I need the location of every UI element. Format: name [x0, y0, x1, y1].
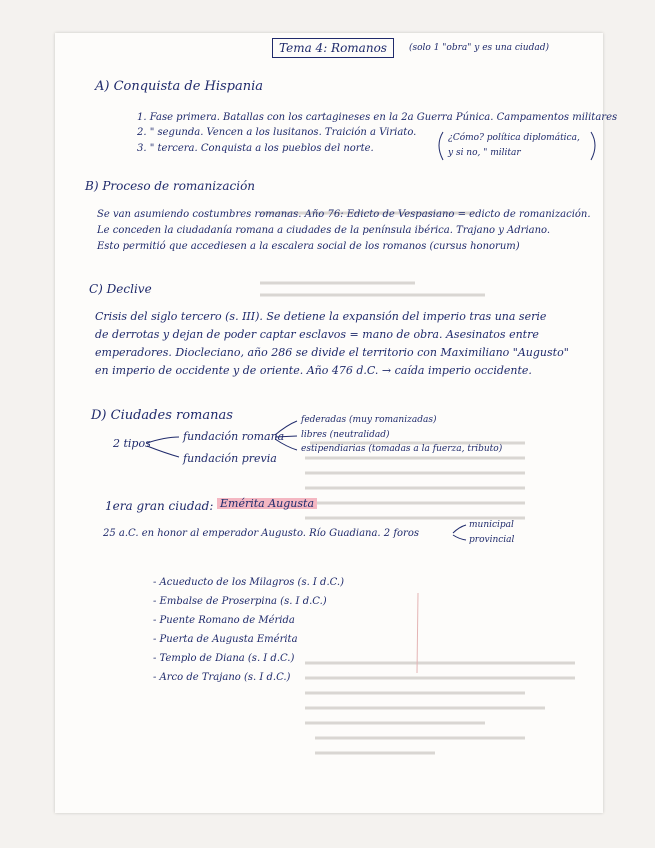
foro-type: provincial — [469, 535, 515, 545]
fundacion-romana: fundación romana — [183, 430, 285, 443]
founding-line: 25 a.C. en honor al emperador Augusto. Río Guadiana. 2 foros — [103, 528, 419, 539]
monument-item: - Acueducto de los Milagros (s. I d.C.) — [153, 577, 345, 588]
city-subtype: estipendiarias (tomadas a la fuerza, tributo) — [301, 444, 503, 454]
section-a-heading: A) Conquista de Hispania — [95, 79, 264, 94]
section-b-heading: B) Proceso de romanización — [85, 179, 256, 193]
monument-item: - Arco de Trajano (s. I d.C.) — [153, 672, 291, 683]
section-b-line: Se van asumiendo costumbres romanas. Año 76: Edicto de Vespasiano = edicto de romanización. — [97, 209, 591, 220]
side-note: ¿Cómo? política diplomática, — [448, 133, 580, 143]
arrow-to-provincial — [453, 535, 466, 540]
section-c-line: de derrotas y dejan de poder captar esclavos = mano de obra. Asesinatos entre — [95, 328, 539, 341]
notebook-page — [55, 33, 618, 813]
monument-item: - Embalse de Proserpina (s. I d.C.) — [153, 596, 327, 607]
first-city-name: Emérita Augusta — [217, 498, 317, 509]
section-b-line: Esto permitió que accediesen a la escalera social de los romanos (cursus honorum) — [97, 241, 520, 252]
section-c-line: emperadores. Diocleciano, año 286 se divide el territorio con Maximiliano "Augusto" — [95, 346, 569, 359]
section-c-heading: C) Declive — [89, 282, 152, 296]
section-c-line: Crisis del siglo tercero (s. III). Se detiene la expansión del imperio tras una serie — [95, 310, 547, 323]
section-d-heading: D) Ciudades romanas — [91, 408, 233, 423]
arrow-to-fundacion-romana — [147, 437, 179, 443]
section-a-item: 2. " segunda. Vencen a los lusitanos. Traición a Viriato. — [137, 127, 417, 138]
monument-item: - Templo de Diana (s. I d.C.) — [153, 653, 295, 664]
arrow-to-fundacion-previa — [147, 446, 179, 457]
arrow-to-municipal — [453, 525, 466, 533]
section-a-item: 1. Fase primera. Batallas con los cartagineses en la 2a Guerra Púnica. Campamentos militares — [137, 112, 618, 123]
tipos-label: 2 tipos — [113, 437, 151, 450]
page-title: Tema 4: Romanos — [272, 38, 394, 58]
monument-item: - Puente Romano de Mérida — [153, 615, 295, 626]
city-subtype: libres (neutralidad) — [301, 430, 390, 440]
section-c-line: en imperio de occidente y de oriente. Año 476 d.C. → caída imperio occidente. — [95, 364, 532, 377]
foro-type: municipal — [469, 520, 514, 530]
right-paren — [591, 132, 595, 160]
left-paren — [439, 132, 443, 160]
first-city-label: 1era gran ciudad: — [105, 499, 214, 513]
title-note: (solo 1 "obra" y es una ciudad) — [409, 43, 549, 53]
city-subtype: federadas (muy romanizadas) — [301, 415, 437, 425]
section-b-line: Le conceden la ciudadanía romana a ciudades de la península ibérica. Trajano y Adriano. — [97, 225, 551, 236]
section-a-item: 3. " tercera. Conquista a los pueblos del norte. — [137, 143, 374, 154]
monument-item: - Puerta de Augusta Emérita — [153, 634, 298, 645]
side-note: y si no, " militar — [448, 148, 521, 158]
fundacion-previa: fundación previa — [183, 452, 277, 465]
